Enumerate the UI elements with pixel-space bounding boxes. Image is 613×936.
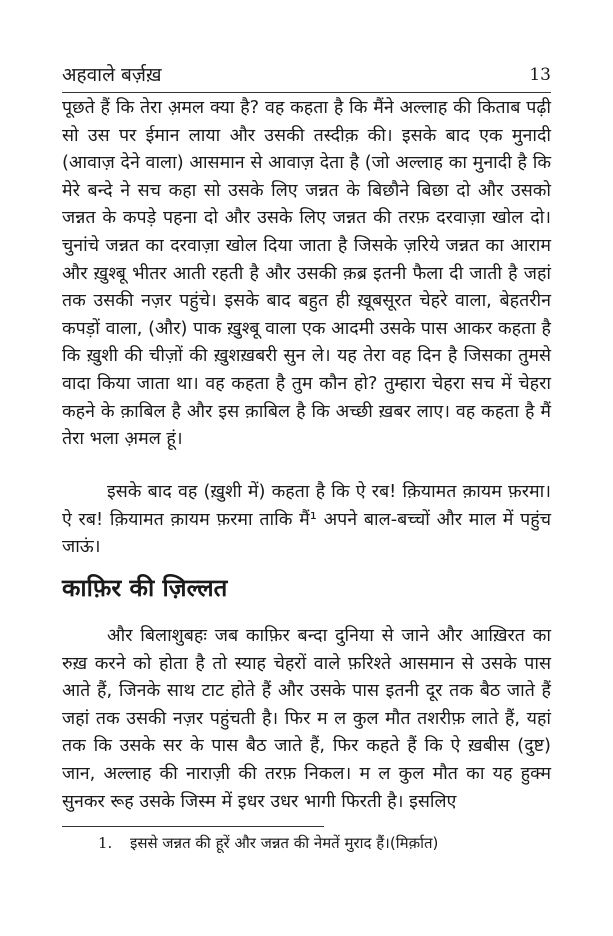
paragraph-2: [62, 478, 551, 561]
header-rule: [62, 92, 551, 93]
footnote-number: 1.: [98, 834, 113, 852]
paragraph-text: इसके बाद वह (ख़ुशी में) कहता है कि ऐ रब! क़ियामत क़ायम फ़रमा। ऐ रब! क़ियामत क़ायम फ़रमा ताकि मैं¹ अपने बाल-बच्चों और माल में पहुंच जाऊं।: [62, 481, 551, 558]
footnote-rule: [62, 826, 324, 827]
page-header: [62, 60, 551, 90]
running-title: अहवाले बर्ज़ख़: [62, 64, 162, 86]
footnote: [98, 832, 438, 854]
section-heading: काफ़िर की ज़िल्लत: [62, 574, 228, 602]
footnote-text: इससे जन्नत की हूरें और जन्नत की नेमतें मुराद हैं।(मिर्क़ात): [130, 834, 439, 852]
paragraph-text: पूछते हैं कि तेरा अ़मल क्या है? वह कहता है कि मैंने अल्लाह की किताब पढ़ी सो उस पर ईमान लाया और उसकी तस्दीक़ की। इसके बाद एक मुनादी (आवाज़ देने वाला) आसमान से आवाज़ देता है (जो अल्लाह का मुनादी है कि मेरे बन्दे ने सच कहा सो उसके लिए जन्नत के बिछौने बिछा दो और उसको जन्नत के कपड़े पहना दो और उसके लिए जन्नत की तरफ़ दरवाज़ा खोल दो। चुनांचे जन्नत का दरवाज़ा खोल दिया जाता है जिसके ज़रिये जन्नत का आराम और ख़ुश्बू भीतर आती रहती है और उसकी क़ब्र इतनी फैला दी जाती है जहां तक उसकी नज़र पहुंचे। इसके बाद बहुत ही ख़ूबसूरत चेहरे वाला, बेहतरीन कपड़ों वाला, (और) पाक ख़ुश्बू वाला एक आदमी उसके पास आकर कहता है कि ख़ुशी की चीज़ों की ख़ुशख़बरी सुन ले। यह तेरा वह दिन है जिसका तुमसे वादा किया जाता था। वह कहता है तुम कौन हो? तुम्हारा चेहरा सच में चेहरा कहने के क़ाबिल है और इस क़ाबिल है कि अच्छी ख़बर लाए। वह कहता है मैं तेरा भला अ़मल हूं।: [62, 97, 551, 450]
paragraph-3: [62, 622, 551, 815]
page-number: 13: [529, 65, 551, 85]
paragraph-1: [62, 94, 551, 453]
paragraph-text: और बिलाशुबहः जब काफ़िर बन्दा दुनिया से जाने और आख़िरत का रुख़ करने को होता है तो स्याह चेहरों वाले फ़रिश्ते आसमान से उसके पास आते हैं, जिनके साथ टाट होते हैं और उसके पास इतनी दूर तक बैठ जाते हैं जहां तक उसकी नज़र पहुंचती है। फिर म ल कुल मौत तशरीफ़ लाते हैं, यहां तक कि उसके सर के पास बैठ जाते हैं, फिर कहते हैं कि ऐ ख़बीस (दुष्ट) जान, अल्लाह की नाराज़ी की तरफ़ निकल। म ल कुल मौत का यह हुक्म सुनकर रूह उसके जिस्म में इधर उधर भागी फिरती है। इसलिए: [62, 625, 551, 812]
